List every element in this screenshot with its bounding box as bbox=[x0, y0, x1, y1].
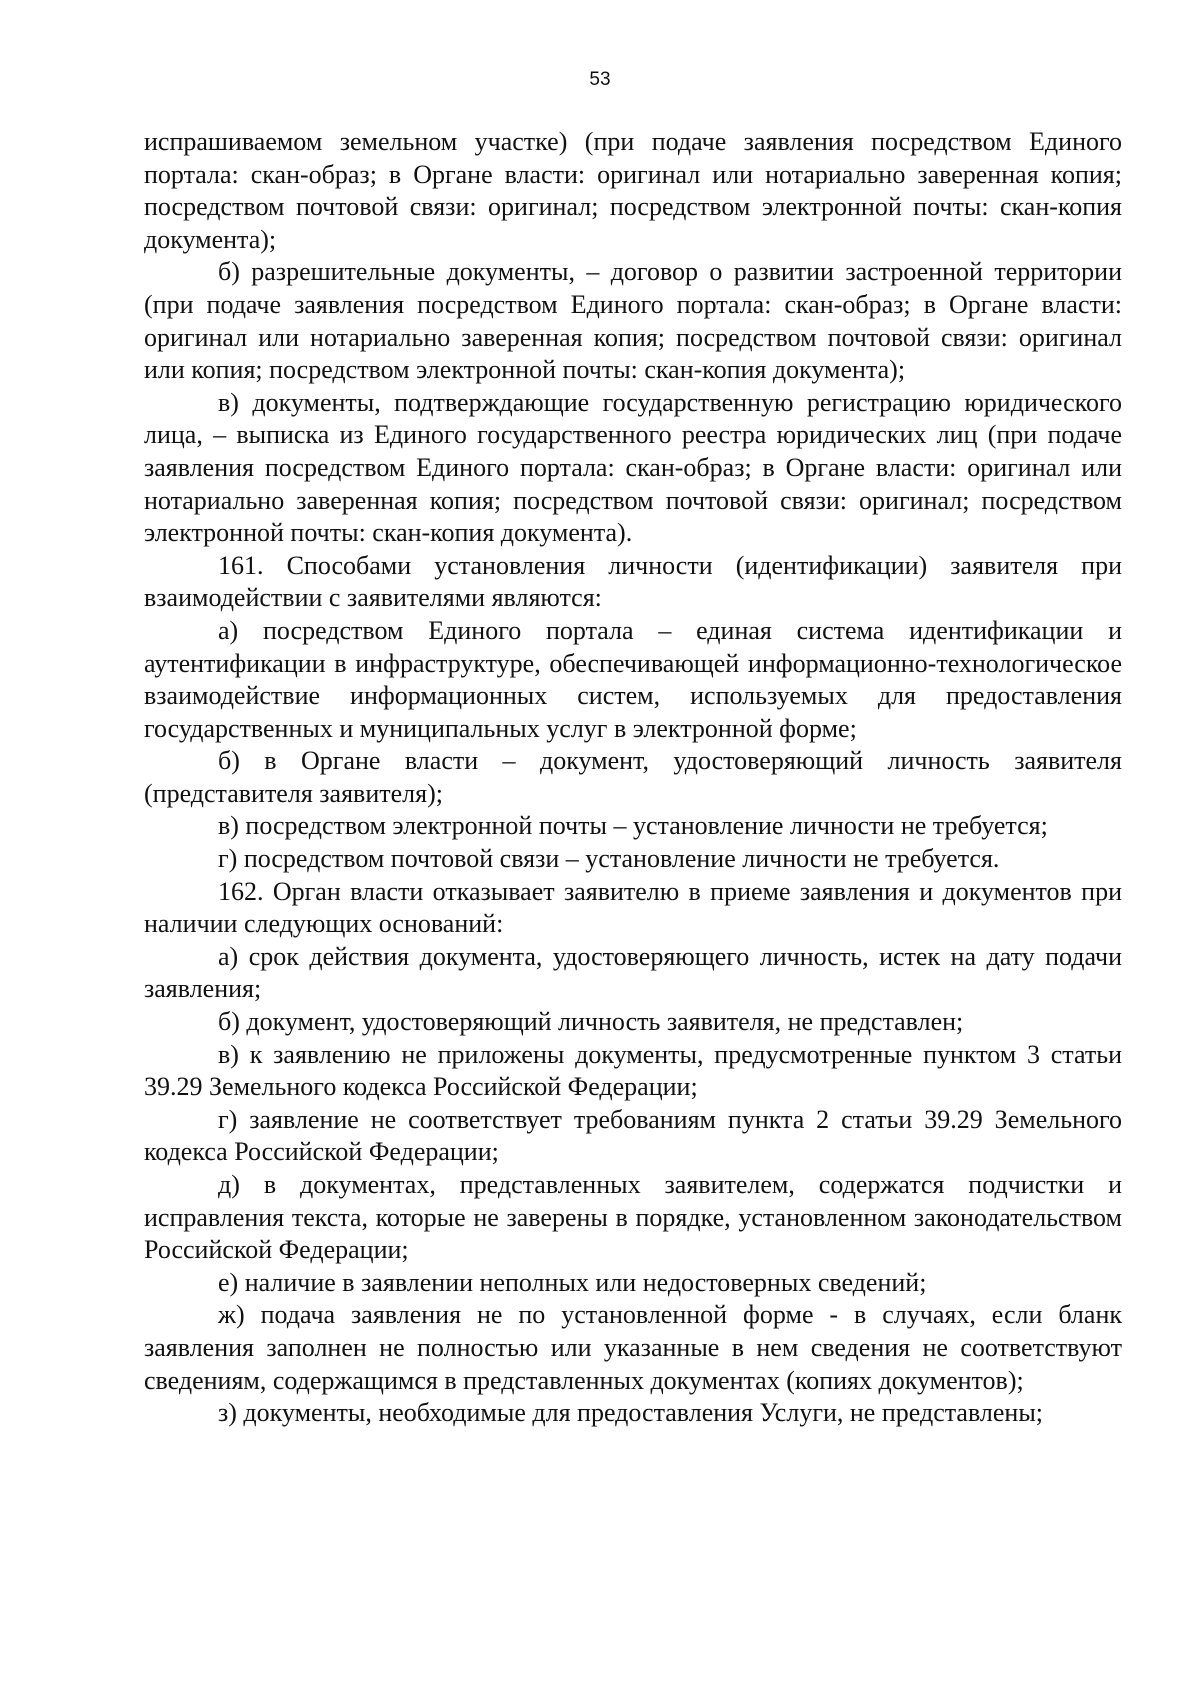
paragraph-162-z: з) документы, необходимые для предоставления Услуги, не представлены; bbox=[218, 1398, 1044, 1428]
paragraph-161-b: б) в Органе власти – документ, удостоверяющий личность заявителя (представителя заявителя); bbox=[144, 746, 1122, 808]
paragraph-161-v: в) посредством электронной почты – установление личности не требуется; bbox=[218, 811, 1048, 841]
paragraph-item-b-permits: б) разрешительные документы, – договор о развитии застроенной территории (при подаче заявления посредством Единого портала: скан-образ; в Органе власти: оригинал или нотариально заверенная копия; посредством почтовой связи: оригинал или копия; посредством электронной почты: скан-копия документа); bbox=[144, 257, 1122, 385]
document-body bbox=[144, 126, 1122, 1430]
paragraph-item-v-legal-entity: в) документы, подтверждающие государственную регистрацию юридического лица, – выписка из Единого государственного реестра юридических лиц (при подаче заявления посредством Единого портала: скан-образ; в Органе власти: оригинал или нотариально заверенная копия; посредством почтовой связи: оригинал; посредством электронной почты: скан-копия документа). bbox=[144, 387, 1122, 548]
paragraph-162: 162. Орган власти отказывает заявителю в приеме заявления и документов при наличии следующих оснований: bbox=[144, 876, 1122, 939]
paragraph-162-b: б) документ, удостоверяющий личность заявителя, не представлен; bbox=[218, 1007, 964, 1037]
paragraph-161-a: а) посредством Единого портала – единая система идентификации и аутентификации в инфраструктуре, обеспечивающей информационно-технологическое взаимодействие информационных систем, используемых для предоставления государственных и муниципальных услуг в электронной форме; bbox=[144, 615, 1122, 743]
paragraph-continuation: испрашиваемом земельном участке) (при подаче заявления посредством Единого портала: скан-образ; в Органе власти: оригинал или нотариально заверенная копия; посредством почтовой связи: оригинал; посредством электронной почты: скан-копия документа); bbox=[144, 127, 1122, 254]
paragraph-162-e: е) наличие в заявлении неполных или недостоверных сведений; bbox=[218, 1267, 927, 1297]
paragraph-161-g: г) посредством почтовой связи – установление личности не требуется. bbox=[218, 844, 1000, 874]
paragraph-162-v: в) к заявлению не приложены документы, предусмотренные пунктом 3 статьи 39.29 Земельного кодекса Российской Федерации; bbox=[144, 1039, 1122, 1102]
paragraph-162-d: д) в документах, представленных заявителем, содержатся подчистки и исправления текста, которые не заверены в порядке, установленном законодательством Российской Федерации; bbox=[144, 1170, 1122, 1265]
paragraph-162-g: г) заявление не соответствует требованиям пункта 2 статьи 39.29 Земельного кодекса Российской Федерации; bbox=[144, 1104, 1122, 1167]
page-number: 53 bbox=[589, 69, 611, 90]
paragraph-162-a: а) срок действия документа, удостоверяющего личность, истек на дату подачи заявления; bbox=[144, 941, 1122, 1004]
paragraph-161: 161. Способами установления личности (идентификации) заявителя при взаимодействии с заявителями являются: bbox=[144, 550, 1122, 613]
paragraph-162-zh: ж) подача заявления не по установленной форме - в случаях, если бланк заявления заполнен не полностью или указанные в нем сведения не соответствуют сведениям, содержащимся в представленных документах (копиях документов); bbox=[144, 1300, 1122, 1395]
